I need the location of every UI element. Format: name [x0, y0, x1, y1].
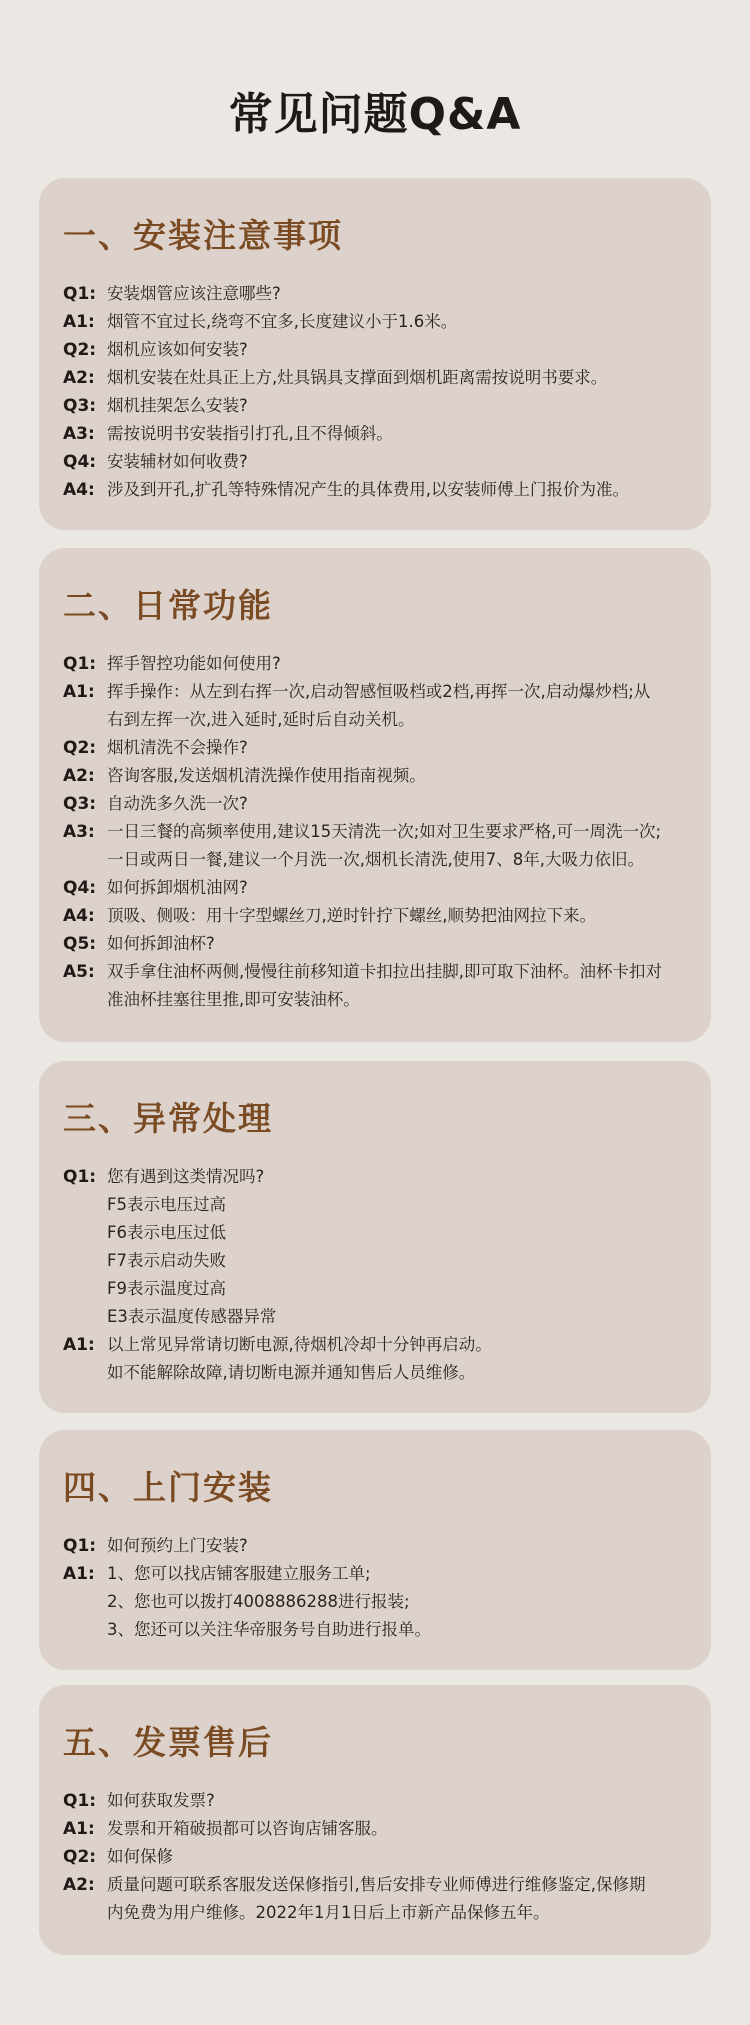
qa-item: A2: 质量问题可联系客服发送保修指引,售后安排专业师傅进行维修鉴定,保修期 内免费为用户维修。2022年1月1日后上市新产品保修五年。: [63, 1875, 646, 1922]
qa-item: A5: 双手拿住油杯两侧,慢慢往前移知道卡扣拉出挂脚,即可取下油杯。油杯卡扣对 准油杯挂塞往里推,即可安装油杯。: [63, 962, 662, 1009]
qa-item: Q2: 烟机应该如何安装?: [63, 340, 248, 360]
qa-item: A3: 一日三餐的高频率使用,建议15天清洗一次;如对卫生要求严格,可一周洗一次; 一日或两日一餐,建议一个月洗一次,烟机长清洗,使用7、8年,大吸力依旧。: [63, 822, 662, 869]
section-invoice-after-sales: [39, 1685, 711, 1955]
qa-item: Q4: 安装辅材如何收费?: [63, 452, 248, 472]
qa-item: Q1: 您有遇到这类情况吗? F5表示电压过高 F6表示电压过低 F7表示启动失败 F9表示温度过高 E3表示温度传感器异常: [63, 1167, 277, 1326]
qa-item: A1: 以上常见异常请切断电源,待烟机冷却十分钟再启动。 如不能解除故障,请切断电源并通知售后人员维修。: [63, 1335, 492, 1382]
section-installation-notes: [39, 178, 711, 530]
section-title: 三、异常处理: [63, 1099, 273, 1138]
qa-item: A1: 烟管不宜过长,绕弯不宜多,长度建议小于1.6米。: [63, 312, 458, 332]
qa-item: A1: 挥手操作：从左到右挥一次,启动智感恒吸档或2档,再挥一次,启动爆炒档;从 右到左挥一次,进入延时,延时后自动关机。: [63, 682, 651, 729]
qa-item: A1: 发票和开箱破损都可以咨询店铺客服。: [63, 1819, 388, 1839]
qa-item: Q3: 烟机挂架怎么安装?: [63, 396, 248, 416]
section-title: 四、上门安装: [63, 1468, 273, 1507]
qa-item: Q4: 如何拆卸烟机油网?: [63, 878, 248, 898]
qa-item: Q2: 如何保修: [63, 1847, 173, 1867]
qa-item: Q3: 自动洗多久洗一次?: [63, 794, 248, 814]
qa-item: A4: 涉及到开孔,扩孔等特殊情况产生的具体费用,以安装师傅上门报价为准。: [63, 480, 629, 500]
section-daily-functions: [39, 548, 711, 1042]
section-on-site-installation: [39, 1430, 711, 1670]
qa-item: A2: 咨询客服,发送烟机清洗操作使用指南视频。: [63, 766, 426, 786]
section-title: 五、发票售后: [63, 1723, 273, 1762]
qa-item: A2: 烟机安装在灶具正上方,灶具锅具支撑面到烟机距离需按说明书要求。: [63, 368, 608, 388]
qa-item: Q1: 如何预约上门安装?: [63, 1536, 248, 1556]
qa-item: Q1: 如何获取发票?: [63, 1791, 215, 1811]
section-title: 一、安装注意事项: [63, 216, 343, 255]
qa-item: A1: 1、您可以找店铺客服建立服务工单; 2、您也可以拨打4008886288进行报装; 3、您还可以关注华帝服务号自助进行报单。: [63, 1564, 431, 1639]
qa-item: A3: 需按说明书安装指引打孔,且不得倾斜。: [63, 424, 393, 444]
qa-item: Q5: 如何拆卸油杯?: [63, 934, 215, 954]
section-troubleshooting: [39, 1061, 711, 1413]
qa-item: Q1: 安装烟管应该注意哪些?: [63, 284, 281, 304]
qa-item: Q1: 挥手智控功能如何使用?: [63, 654, 281, 674]
section-title: 二、日常功能: [63, 586, 273, 625]
qa-item: Q2: 烟机清洗不会操作?: [63, 738, 248, 758]
page-title: 常见问题Q&A: [228, 89, 522, 140]
qa-item: A4: 顶吸、侧吸：用十字型螺丝刀,逆时针拧下螺丝,顺势把油网拉下来。: [63, 906, 596, 926]
